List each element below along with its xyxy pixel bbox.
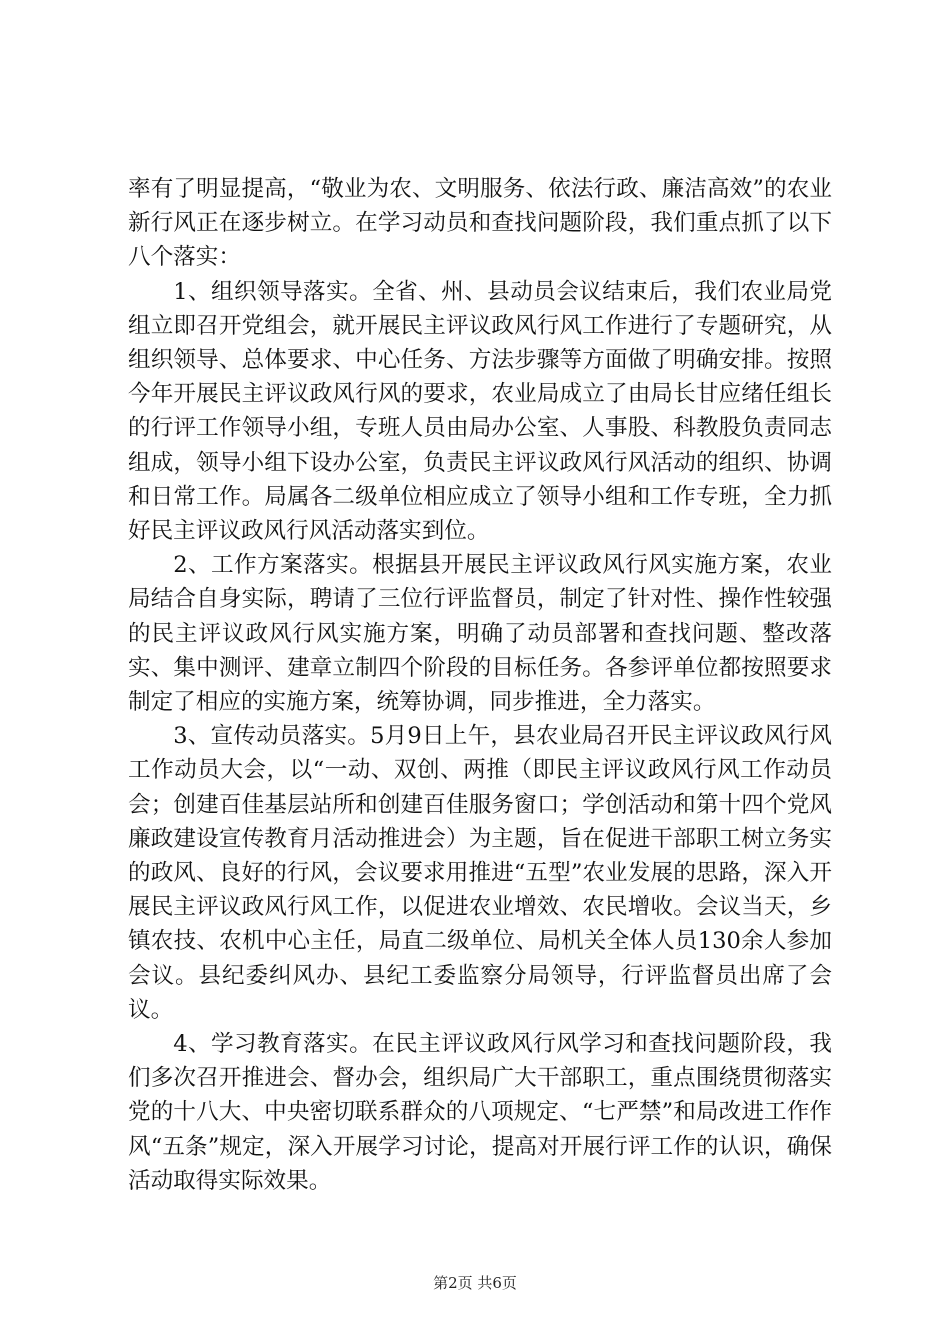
page-number-footer: 第2页 共6页 xyxy=(433,1274,517,1292)
paragraph-intro: 率有了明显提高，“敬业为农、文明服务、依法行政、廉洁高效”的农业新行风正在逐步树立。在学习动员和查找问题阶段，我们重点抓了以下八个落实： xyxy=(128,176,832,271)
paragraph-item-1: 1、组织领导落实。全省、州、县动员会议结束后，我们农业局党组立即召开党组会，就开展民主评议政风行风工作进行了专题研究，从组织领导、总体要求、中心任务、方法步骤等方面做了明确安排。按照今年开展民主评议政风行风的要求，农业局成立了由局长甘应绪任组长的行评工作领导小组，专班人员由局办公室、人事股、科教股负责同志组成，领导小组下设办公室，负责民主评议政风行风活动的组织、协调和日常工作。局属各二级单位相应成立了领导小组和工作专班，全力抓好民主评议政风行风活动落实到位。 xyxy=(128,278,832,545)
paragraph-item-4: 4、学习教育落实。在民主评议政风行风学习和查找问题阶段，我们多次召开推进会、督办会，组织局广大干部职工，重点围绕贯彻落实党的十八大、中央密切联系群众的八项规定、“七严禁”和局改进工作作风“五条”规定，深入开展学习讨论，提高对开展行评工作的认识，确保活动取得实际效果。 xyxy=(128,1031,832,1194)
paragraph-item-2: 2、工作方案落实。根据县开展民主评议政风行风实施方案，农业局结合自身实际，聘请了三位行评监督员，制定了针对性、操作性较强的民主评议政风行风实施方案，明确了动员部署和查找问题、整改落实、集中测评、建章立制四个阶段的目标任务。各参评单位都按照要求制定了相应的实施方案，统筹协调，同步推进，全力落实。 xyxy=(128,552,832,716)
paragraph-item-3: 3、宣传动员落实。5月9日上午，县农业局召开民主评议政风行风工作动员大会，以“一动、双创、两推（即民主评议政风行风工作动员会；创建百佳基层站所和创建百佳服务窗口；学创活动和第十四个党风廉政建设宣传教育月活动推进会）为主题，旨在促进干部职工树立务实的政风、良好的行风，会议要求用推进“五型”农业发展的思路，深入开展民主评议政风行风工作，以促进农业增效、农民增收。会议当天，乡镇农技、农机中心主任，局直二级单位、局机关全体人员130余人参加会议。县纪委纠风办、县纪工委监察分局领导，行评监督员出席了会议。 xyxy=(128,723,832,1023)
document-body xyxy=(128,172,832,1198)
